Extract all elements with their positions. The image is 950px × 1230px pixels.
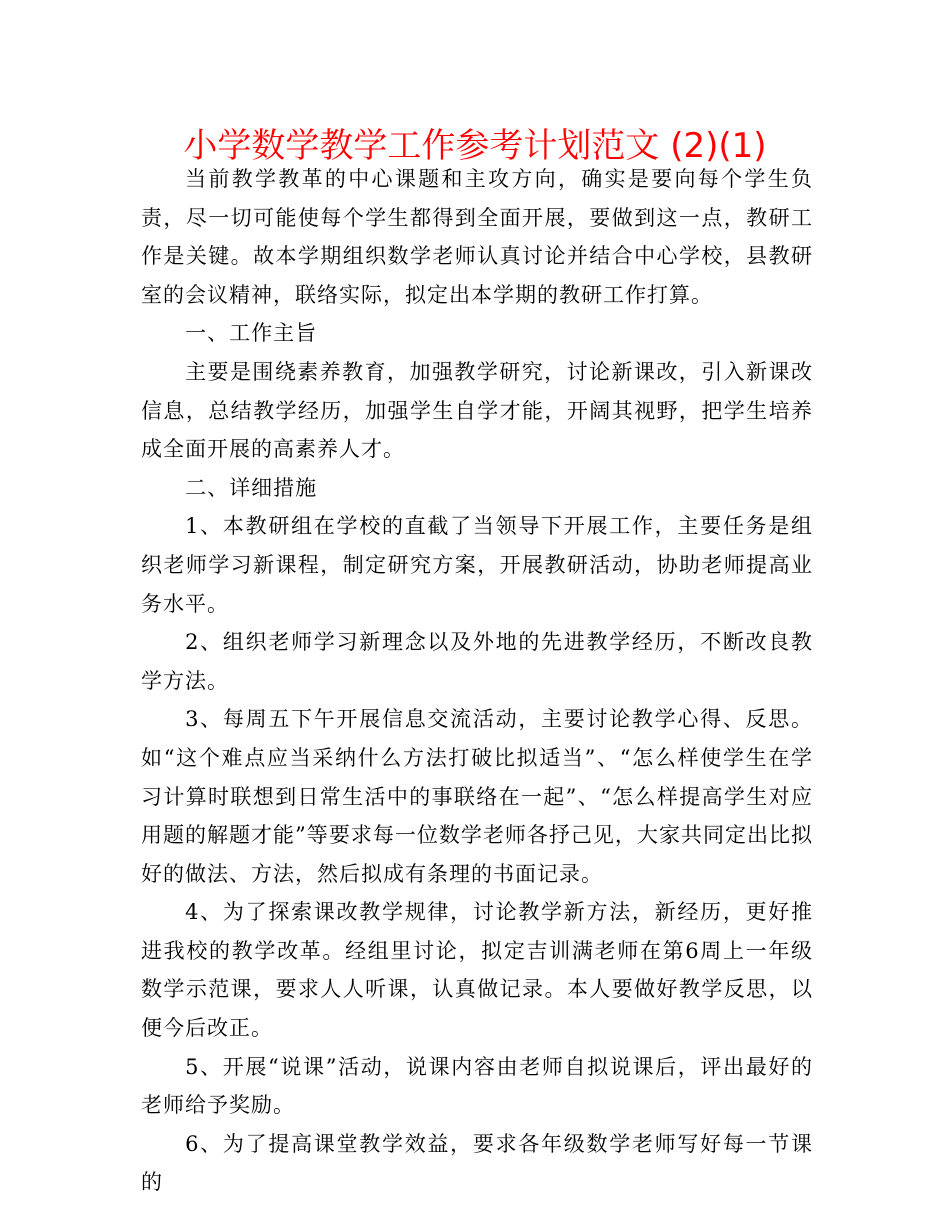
paragraph-intro: 当前教学教革的中心课题和主攻方向，确实是要向每个学生负责，尽一切可能使每个学生都得到全面开展，要做到这一点，教研工作是关键。故本学期组织数学老师认真讨论并结合中心学校，县教研室的会议精神，联络实际，拟定出本学期的教研工作打算。: [141, 167, 813, 307]
document-body: [141, 160, 813, 1202]
section-heading-measures: 二、详细措施: [185, 475, 318, 500]
paragraph-measure-2: 2、组织老师学习新理念以及外地的先进教学经历，不断改良教学方法。: [141, 630, 813, 693]
paragraph-measure-5: 5、开展“说课”活动，说课内容由老师自拟说课后，评出最好的老师给予奖励。: [141, 1054, 813, 1118]
section-heading-purpose: 一、工作主旨: [185, 321, 318, 346]
paragraph-measure-1: 1、本教研组在学校的直截了当领导下开展工作，主要任务是组织老师学习新课程，制定研究方案，开展教研活动，协助老师提高业务水平。: [141, 514, 813, 616]
paragraph-measure-6: 6、为了提高课堂教学效益，要求各年级数学老师写好每一节课的: [141, 1131, 813, 1195]
paragraph-purpose: 主要是围绕素养教育，加强教学研究，讨论新课改，引入新课改信息，总结教学经历，加强学生自学才能，开阔其视野，把学生培养成全面开展的高素养人才。: [141, 359, 813, 462]
document-title: 小学数学教学工作参考计划范文 (2)(1): [183, 126, 767, 166]
paragraph-measure-3: 3、每周五下午开展信息交流活动，主要讨论教学心得、反思。如“这个难点应当采纳什么方法打破比拟适当”、“怎么样使学生在学习计算时联想到日常生活中的事联络在一起”、“怎么样提高学生对应用题的解题才能”等要求每一位数学老师各抒己见，大家共同定出比拟好的做法、方法，然后拟成有条理的书面记录。: [141, 707, 813, 886]
paragraph-measure-4: 4、为了探索课改教学规律，讨论教学新方法，新经历，更好推进我校的教学改革。经组里讨论，拟定吉训满老师在第6周上一年级数学示范课，要求人人听课，认真做记录。本人要做好教学反思，以便今后改正。: [141, 900, 813, 1041]
